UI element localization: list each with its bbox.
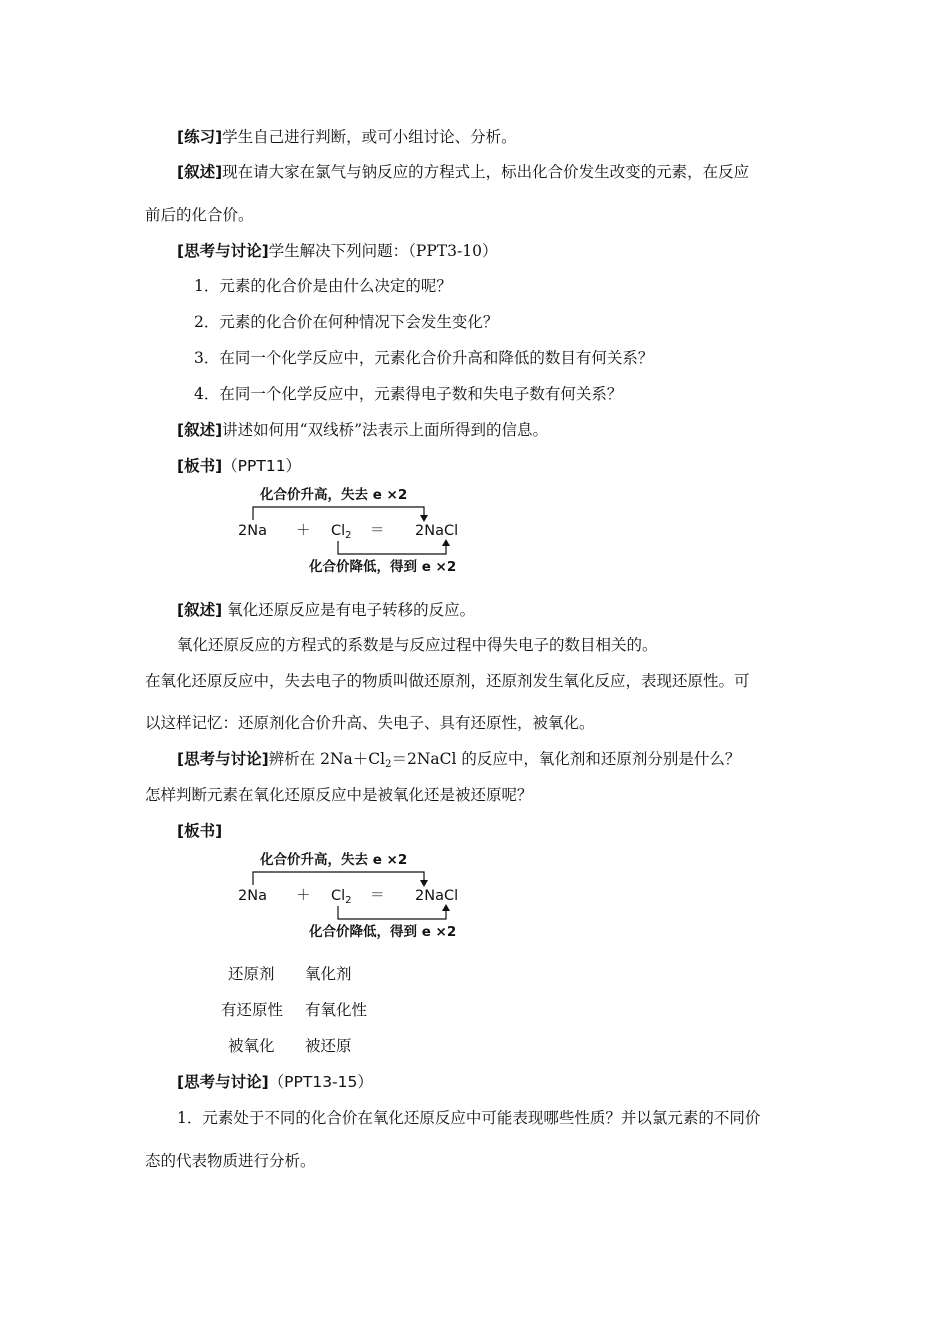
narration-tag: [叙述] — [177, 163, 223, 181]
narration-text: 讲述如何用“双线桥”法表示上面所得到的信息。 — [222, 421, 549, 439]
oxidation-label: 化合价升高，失去 e ×2 — [260, 487, 408, 503]
narration-text: 氧化还原反应是有电子转移的反应。 — [222, 601, 476, 619]
discussion-line-1 — [177, 241, 497, 261]
reduction-label: 化合价降低，得到 e ×2 — [309, 924, 457, 940]
role-oxidant: 氧化剂 — [305, 965, 352, 983]
final-question-cont: 态的代表物质进行分析。 — [145, 1152, 316, 1170]
discussion-sub: 2 — [385, 759, 392, 770]
board-line-2 — [177, 821, 222, 841]
discussion-question: 怎样判断元素在氧化还原反应中是被氧化还是被还原呢？ — [145, 786, 533, 804]
final-question: 1．元素处于不同的化合价在氧化还原反应中可能表现哪些性质？并以氯元素的不同价 — [177, 1109, 761, 1127]
discussion-text-a: 辨析在 2Na＋Cl — [268, 750, 386, 768]
paragraph-mnemonic: 以这样记忆：还原剂化合价升高、失电子、具有还原性，被氧化。 — [145, 714, 595, 732]
reactant-cl2: $Cl_2$ — [331, 888, 352, 906]
discussion-line-2 — [177, 749, 740, 775]
property-reducing: 有还原性 — [221, 1001, 284, 1019]
discussion-tag: [思考与讨论] — [177, 242, 269, 260]
narration-line-1 — [177, 162, 749, 182]
state-oxidized: 被氧化 — [228, 1037, 275, 1055]
oxidation-label: 化合价升高，失去 e ×2 — [260, 852, 408, 868]
double-bridge-equation-2 — [236, 849, 486, 944]
board-tag: [板书] — [177, 822, 223, 840]
product-nacl: 2NaCl — [415, 888, 459, 904]
plus-sign: ＋ — [296, 888, 311, 904]
narration-tag: [叙述] — [177, 421, 223, 439]
reduction-label: 化合价降低，得到 e ×2 — [309, 559, 457, 575]
board-ppt: （PPT11） — [222, 457, 302, 475]
plus-sign: ＋ — [296, 523, 311, 539]
question-2: 2．元素的化合价在何种情况下会发生变化？ — [194, 313, 499, 331]
paragraph-coefficients: 氧化还原反应的方程式的系数是与反应过程中得失电子的数目相关的。 — [177, 636, 658, 654]
board-line-1 — [177, 456, 301, 476]
discussion-tag: [思考与讨论] — [177, 750, 269, 768]
narration-line-2 — [177, 420, 548, 440]
board-tag: [板书] — [177, 457, 223, 475]
question-3: 3．在同一个化学反应中，元素化合价升高和降低的数目有何关系？ — [194, 349, 654, 367]
discussion-tag: [思考与讨论] — [177, 1073, 269, 1091]
equals-sign: ＝ — [370, 888, 385, 904]
product-nacl: 2NaCl — [415, 523, 459, 539]
narration-line-3 — [177, 600, 475, 620]
narration-line-1-cont: 前后的化合价。 — [145, 206, 254, 224]
practice-line — [177, 127, 517, 147]
practice-tag: [练习] — [177, 128, 223, 146]
reactant-na: 2Na — [238, 523, 267, 539]
role-reductant: 还原剂 — [228, 965, 275, 983]
question-4: 4．在同一个化学反应中，元素得电子数和失电子数有何关系？ — [194, 385, 623, 403]
question-1: 1．元素的化合价是由什么决定的呢？ — [194, 277, 452, 295]
state-reduced: 被还原 — [305, 1037, 352, 1055]
discussion-ppt: （PPT13-15） — [268, 1073, 373, 1091]
double-bridge-equation-1 — [236, 484, 486, 579]
narration-tag: [叙述] — [177, 601, 223, 619]
equals-sign: ＝ — [370, 523, 385, 539]
discussion-text-b: ＝2NaCl 的反应中，氧化剂和还原剂分别是什么？ — [391, 750, 741, 768]
reactant-na: 2Na — [238, 888, 267, 904]
reactant-cl2: $Cl_2$ — [331, 523, 352, 541]
property-oxidizing: 有氧化性 — [305, 1001, 368, 1019]
paragraph-reductant-def: 在氧化还原反应中，失去电子的物质叫做还原剂，还原剂发生氧化反应，表现还原性。可 — [145, 672, 750, 690]
discussion-line-3 — [177, 1072, 373, 1092]
narration-text: 现在请大家在氯气与钠反应的方程式上，标出化合价发生改变的元素，在反应 — [222, 163, 750, 181]
discussion-text: 学生解决下列问题：（PPT3-10） — [268, 242, 498, 260]
practice-text: 学生自己进行判断，或可小组讨论、分析。 — [222, 128, 517, 146]
